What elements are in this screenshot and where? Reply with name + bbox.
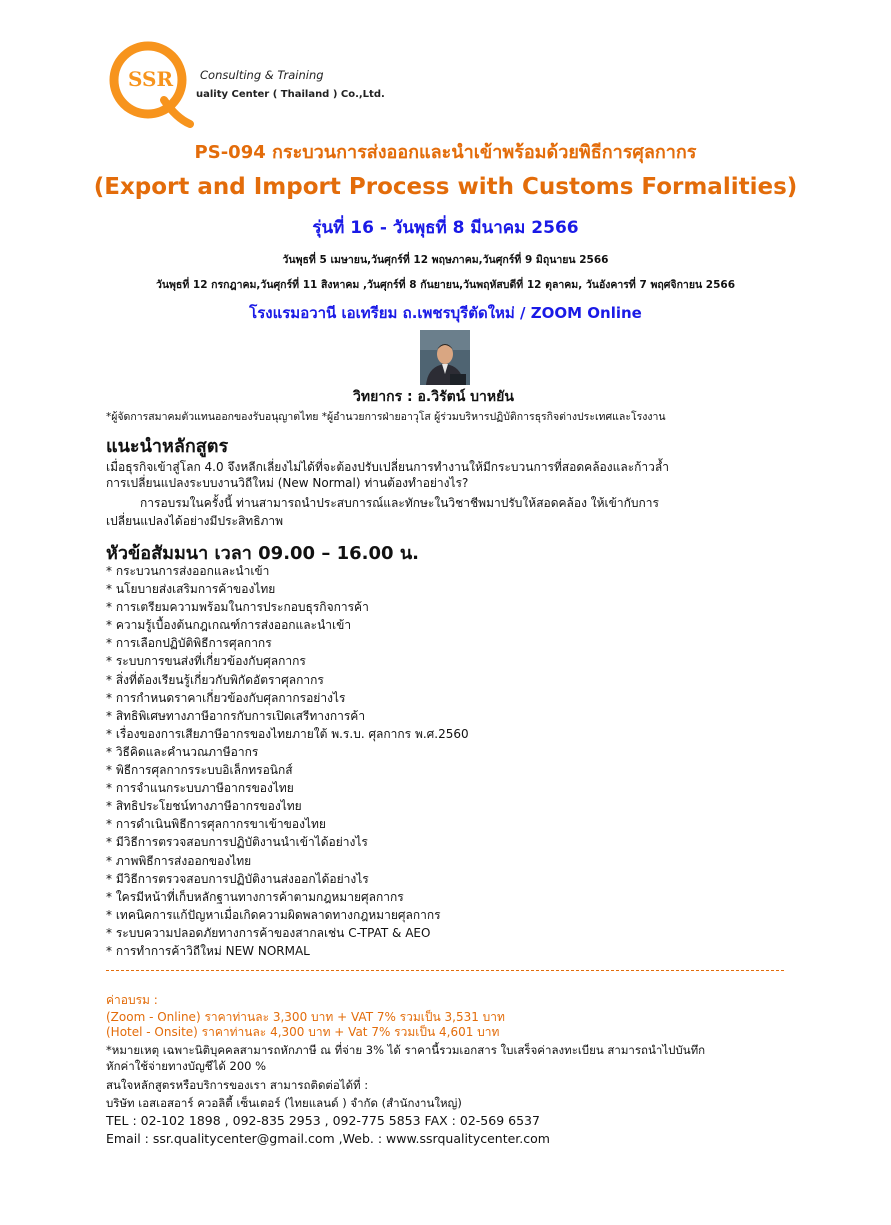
intro-line: เมื่อธุรกิจเข้าสู่โลก 4.0 จึงหลีกเลี่ยงไม่ได้ที่จะต้องปรับเปลี่ยนการทำงานให้มีกระบวนการที่สอดคล้องและก้าวล้ำ — [106, 460, 669, 474]
instructor-name: วิทยากร : อ.วิรัตน์ บาหยัน — [353, 389, 514, 405]
list-item: * สิทธิพิเศษทางภาษีอากรกับการเปิดเสรีทางการค้า — [106, 708, 366, 723]
company-logo — [104, 38, 194, 128]
list-item: * กระบวนการส่งออกและนำเข้า — [106, 564, 270, 578]
fee-zoom: (Zoom - Online) ราคาท่านละ 3,300 บาท + VAT 7% รวมเป็น 3,531 บาท — [106, 1010, 505, 1024]
list-item: * ใครมีหน้าที่เก็บหลักฐานทางการค้าตามกฎหมายศุลกากร — [106, 889, 404, 904]
list-item: * การจำแนกระบบภาษีอากรของไทย — [106, 781, 294, 796]
list-item: * มีวิธีการตรวจสอบการปฏิบัติงานส่งออกได้อย่างไร — [106, 871, 369, 886]
list-item: * การเลือกปฏิบัติพิธีการศุลกากร — [106, 636, 272, 651]
contact-email-web[interactable]: Email : ssr.qualitycenter@gmail.com ,Web. : www.ssrqualitycenter.com — [106, 1131, 550, 1146]
topics-list — [106, 562, 469, 960]
course-dates-2: วันพุธที่ 12 กรกฎาคม,วันศุกร์ที่ 11 สิงหาคม ,วันศุกร์ที่ 8 กันยายน,วันพฤหัสบดีที่ 12 ตุลาคม, วันอังคารที่ 7 พฤศจิกายน 2566 — [155, 279, 736, 291]
list-item: * เทคนิคการแก้ปัญหาเมื่อเกิดความผิดพลาดทางกฎหมายศุลกากร — [106, 907, 441, 922]
course-dates-1: วันพุธที่ 5 เมษายน,วันศุกร์ที่ 12 พฤษภาคม,วันศุกร์ที่ 9 มิถุนายน 2566 — [282, 254, 609, 266]
list-item: * ระบบความปลอดภัยทางการค้าของสากลเช่น C-TPAT & AEO — [106, 925, 431, 940]
company-tagline: Consulting & Training — [200, 68, 324, 82]
list-item: * เรื่องของการเสียภาษีอากรของไทยภายใต้ พ.ร.บ. ศุลกากร พ.ศ.2560 — [106, 726, 469, 741]
intro-line: การเปลี่ยนแปลงระบบงานวิถีใหม่ (New Normal) ท่านต้องทำอย่างไร? — [106, 476, 469, 490]
list-item: * การทำการค้าวิถีใหม่ NEW NORMAL — [106, 943, 310, 958]
list-item: * นโยบายส่งเสริมการค้าของไทย — [106, 582, 276, 597]
fee-heading: ค่าอบรม : — [106, 993, 158, 1007]
instructor-photo — [420, 330, 470, 385]
course-venue: โรงแรมอวานี เอเทรียม ถ.เพชรบุรีตัดใหม่ / ZOOM Online — [249, 304, 642, 322]
list-item: * พิธีการศุลกากรระบบอิเล็กทรอนิกส์ — [106, 763, 293, 778]
course-generation: รุ่นที่ 16 - วันพุธที่ 8 มีนาคม 2566 — [312, 218, 579, 238]
fee-hotel: (Hotel - Onsite) ราคาท่านละ 4,300 บาท + Vat 7% รวมเป็น 4,601 บาท — [106, 1025, 500, 1039]
company-name-th: บริษัท เอสเอสอาร์ ควอลิตี้ เซ็นเตอร์ (ไทยแลนด์ ) จำกัด (สำนักงานใหญ่) — [106, 1096, 462, 1110]
contact-intro: สนใจหลักสูตรหรือบริการของเรา สามารถติดต่อได้ที่ : — [106, 1078, 369, 1092]
list-item: * การเตรียมความพร้อมในการประกอบธุรกิจการค้า — [106, 600, 369, 615]
list-item: * ภาพพิธีการส่งออกของไทย — [106, 853, 252, 868]
company-name: uality Center ( Thailand ) Co.,Ltd. — [196, 89, 385, 100]
list-item: * การดำเนินพิธีการศุลกากรขาเข้าของไทย — [106, 817, 326, 832]
instructor-credentials: *ผู้จัดการสมาคมตัวแทนออกของรับอนุญาตไทย *ผู้อำนวยการฝ่ายอาวุโส ผู้ร่วมบริหารปฏิบัติการธุรกิจต่างประเทศและโรงงาน — [106, 411, 666, 423]
list-item: * วิธีคิดและคำนวณภาษีอากร — [106, 744, 259, 759]
topics-heading: หัวข้อสัมมนา เวลา 09.00 – 16.00 น. — [106, 543, 419, 564]
list-item: * ความรู้เบื้องต้นกฎเกณฑ์การส่งออกและนำเข้า — [106, 618, 352, 633]
list-item: * ระบบการขนส่งที่เกี่ยวข้องกับศุลกากร — [106, 654, 306, 669]
intro-line: เปลี่ยนแปลงได้อย่างมีประสิทธิภาพ — [106, 514, 284, 528]
dashed-divider — [106, 970, 784, 971]
list-item: * สิ่งที่ต้องเรียนรู้เกี่ยวกับพิกัดอัตราศุลกากร — [106, 672, 324, 687]
list-item: * สิทธิประโยชน์ทางภาษีอากรของไทย — [106, 799, 302, 814]
course-title-en: (Export and Import Process with Customs Formalities) — [93, 174, 798, 200]
list-item: * มีวิธีการตรวจสอบการปฏิบัติงานนำเข้าได้อย่างไร — [106, 835, 368, 850]
intro-line: การอบรมในครั้งนี้ ท่านสามารถนำประสบการณ์และทักษะในวิชาชีพมาปรับให้สอดคล้อง ให้เข้ากับการ — [140, 496, 659, 510]
course-code-title: PS-094 กระบวนการส่งออกและนำเข้าพร้อมด้วยพิธีการศุลกากร — [194, 142, 697, 163]
remark-line: หักค่าใช้จ่ายทางบัญชีได้ 200 % — [106, 1059, 267, 1073]
logo-text: SSR — [128, 67, 174, 91]
contact-phones: TEL : 02-102 1898 , 092-835 2953 , 092-775 5853 FAX : 02-569 6537 — [106, 1113, 540, 1128]
remark-line: *หมายเหตุ เฉพาะนิติบุคคลสามารถหักภาษี ณ ที่จ่าย 3% ได้ ราคานี้รวมเอกสาร ใบเสร็จค่าลงทะเบียน สามารถนำไปบันทึก — [106, 1043, 706, 1057]
intro-heading: แนะนำหลักสูตร — [106, 436, 229, 457]
list-item: * การกำหนดราคาเกี่ยวข้องกับศุลกากรอย่างไร — [106, 690, 346, 705]
